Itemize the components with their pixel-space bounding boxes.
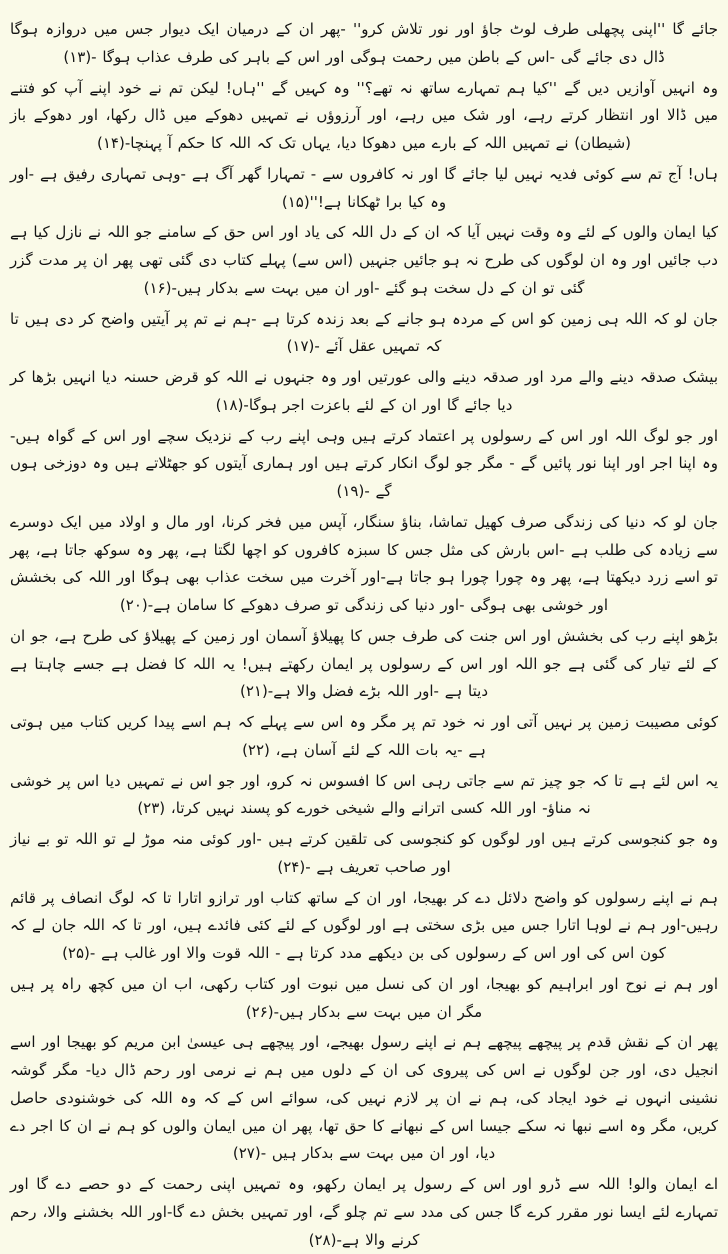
verse-paragraph: ہاں! آج تم سے کوئی فدیہ نہیں لیا جائے گا اور نہ کافروں سے - تمہارا گھر آگ ہے -وہی تمہاری رفیق ہے -اور وہ کیا برا ٹھکانا ہے!''(۱۵): [10, 164, 718, 211]
verse-paragraph: کیا ایمان والوں کے لئے وہ وقت نہیں آیا کہ ان کے دل اللہ کی یاد اور اس حق کے سامنے جو اللہ نے نازل کیا ہے دب جائیں اور وہ ان لوگوں کی طرح نہ ہو جائیں جنہیں (اس سے) پہلے کتاب دی گئی تھی پھر ان پر مدت گزر گئی تو ان کے دل سخت ہو گئے -اور ان میں بہت سے بدکار ہیں-(۱۶): [10, 223, 718, 297]
verse-paragraph: جائے گا ''اپنی پچھلی طرف لوٹ جاؤ اور نور تلاش کرو'' -پھر ان کے درمیان ایک دیوار جس میں دروازہ ہوگا ڈال دی جائے گی -اس کے باطن میں رحمت ہوگی اور اس کے باہر کی طرف عذاب ہوگا -(۱۳): [10, 20, 718, 66]
verse-paragraph: بڑھو اپنے رب کی بخشش اور اس جنت کی طرف جس کا پھیلاؤ آسمان اور زمین کے پھیلاؤ کی طرح ہے، جو ان کے لئے تیار کی گئی ہے جو اللہ اور اس کے رسولوں پر ایمان رکھتے ہیں! یہ اللہ کا فضل ہے جسے چاہتا ہے دیتا ہے -اور اللہ بڑے فضل والا ہے-(۲۱): [10, 626, 718, 701]
verse-paragraph: کوئی مصیبت زمین پر نہیں آتی اور نہ خود تم پر مگر وہ اس سے پہلے کہ ہم اسے پیدا کریں کتاب میں ہوتی ہے -یہ بات اللہ کے لئے آسان ہے، (۲۲): [10, 713, 718, 759]
verse-paragraph: اور ہم نے نوح اور ابراہیم کو بھیجا، اور ان کی نسل میں نبوت اور کتاب رکھی، اب ان میں کچھ راہ پر ہیں مگر ان میں بہت سے بدکار ہیں-(۲۶): [10, 974, 718, 1021]
verse-paragraph: اور جو لوگ اللہ اور اس کے رسولوں پر اعتماد کرتے ہیں وہی اپنے رب کے نزدیک سچے اور اس کے گواہ ہیں-وہ اپنا اجر اور اپنا نور پائیں گے - مگر جو لوگ انکار کرتے ہیں اور ہماری آیتوں کو جھٹلاتے ہیں وہ دوزخی ہوں گے -(۱۹): [10, 426, 718, 500]
verse-paragraph: جان لو کہ دنیا کی زندگی صرف کھیل تماشا، بناؤ سنگار، آپس میں فخر کرنا، اور مال و اولاد میں ایک دوسرے سے زیادہ کی طلب ہے -اس بارش کی مثل جس کا سبزہ کافروں کو اچھا لگتا ہے، پھر وہ سوکھ جاتا ہے، پھر تو اسے زرد دیکھتا ہے، پھر وہ چورا چورا ہو جاتا ہے-اور آخرت میں سخت عذاب بھی ہوگا اور اللہ کی بخشش اور خوشی بھی ہوگی -اور دنیا کی زندگی تو صرف دھوکے کا سامان ہے-(۲۰): [10, 512, 718, 614]
verse-paragraph: اے ایمان والو! اللہ سے ڈرو اور اس کے رسول پر ایمان رکھو، وہ تمہیں اپنی رحمت کے دو حصے دے گا اور تمہارے لئے ایسا نور مقرر کرے گا جس کی مدد سے تم چلو گے، اور تمہیں بخش دے گا-اور اللہ بخشنے والا، رحم کرنے والا ہے-(۲۸): [10, 1175, 718, 1249]
verse-paragraph: وہ جو کنجوسی کرتے ہیں اور لوگوں کو کنجوسی کی تلقین کرتے ہیں -اور کوئی منہ موڑ لے تو اللہ تو بے نیاز اور صاحب تعریف ہے -(۲۴): [10, 830, 718, 876]
verse-list: [10, 16, 718, 1254]
verse-paragraph: وہ انہیں آوازیں دیں گے ''کیا ہم تمہارے ساتھ نہ تھے؟'' وہ کہیں گے ''ہاں! لیکن تم نے خود اپنے آپ کو فتنے میں ڈالا اور انتظار کرتے رہے، اور شک میں رہے، اور آرزوؤں نے تمہیں دھوکے میں ڈال رکھا، اور دھوکے باز (شیطان) نے تمہیں اللہ کے بارے میں دھوکا دیا، یہاں تک کہ اللہ کا حکم آ پہنچا-(۱۴): [10, 78, 718, 152]
verse-paragraph: بیشک صدقہ دینے والے مرد اور صدقہ دینے والی عورتیں اور وہ جنہوں نے اللہ کو قرض حسنہ دیا انہیں بڑھا کر دیا جائے گا اور ان کے لئے باعزت اجر ہوگا-(۱۸): [10, 368, 718, 414]
verse-paragraph: جان لو کہ اللہ ہی زمین کو اس کے مردہ ہو جانے کے بعد زندہ کرتا ہے -ہم نے تم پر آیتیں واضح کر دی ہیں تا کہ تمہیں عقل آئے -(۱۷): [10, 309, 718, 356]
verse-paragraph: یہ اس لئے ہے تا کہ جو چیز تم سے جاتی رہی اس کا افسوس نہ کرو، اور جو اس نے تمہیں دیا اس پر خوشی نہ مناؤ- اور اللہ کسی اترانے والے شیخی خورے کو پسند نہیں کرتا، (۲۳): [10, 771, 718, 818]
verse-paragraph: پھر ان کے نقش قدم پر پیچھے پیچھے ہم نے اپنے رسول بھیجے، اور پیچھے ہی عیسیٰ ابن مریم کو بھیجا اور اسے انجیل دی، اور جن لوگوں نے اس کی پیروی کی ان کے دلوں میں ہم نے نرمی اور رحم ڈال دیا- مگر گوشہ نشینی انہوں نے خود ایجاد کی، ہم نے ان پر لازم نہیں کی، سوائے اس کے کہ وہ اللہ کی خوشنودی حاصل کریں، مگر وہ اسے نبھا نہ سکے جیسا اس کے نبھانے کا حق تھا، پھر ان میں ایمان والوں کو ہم نے ان کا اجر دے دیا، اور ان میں بہت سے بدکار ہیں -(۲۷): [10, 1033, 718, 1163]
verse-paragraph: ہم نے اپنے رسولوں کو واضح دلائل دے کر بھیجا، اور ان کے ساتھ کتاب اور ترازو اتارا تا کہ لوگ انصاف پر قائم رہیں-اور ہم نے لوہا اتارا جس میں بڑی سختی ہے اور لوگوں کے لئے کئی فائدے ہیں، اور تا کہ اللہ جان لے کہ کون اس کی اور اس کے رسولوں کی بن دیکھے مدد کرتا ہے - اللہ قوت والا اور غالب ہے -(۲۵): [10, 888, 718, 962]
